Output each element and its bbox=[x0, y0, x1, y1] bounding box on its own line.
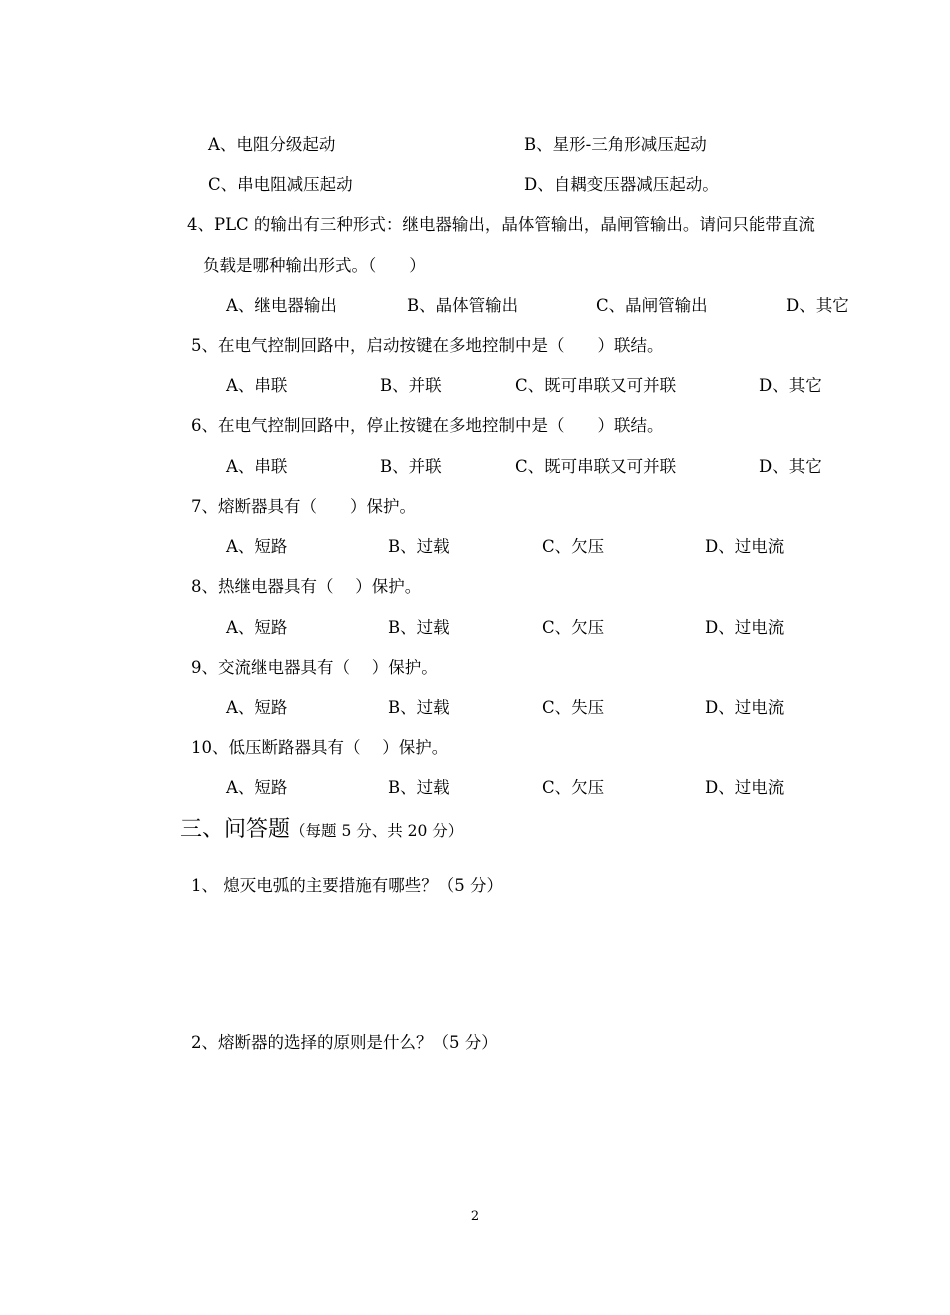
q3-option-c: C、串电阻减压起动 bbox=[208, 175, 353, 194]
page-number: 2 bbox=[470, 1209, 480, 1224]
q4-option-d: D、其它 bbox=[786, 296, 849, 315]
q4-text-line2: 负载是哪种输出形式。（ ） bbox=[203, 256, 426, 275]
q10-text: 10、低压断路器具有（ ）保护。 bbox=[191, 738, 449, 757]
q9-option-a: A、短路 bbox=[226, 698, 288, 717]
q6-option-d: D、其它 bbox=[759, 457, 822, 476]
q10-option-a: A、短路 bbox=[226, 778, 288, 797]
q7-option-b: B、过载 bbox=[388, 537, 450, 556]
q5-option-a: A、串联 bbox=[226, 376, 288, 395]
q6-text: 6、在电气控制回路中，停止按键在多地控制中是（ ）联结。 bbox=[191, 416, 664, 435]
q6-option-a: A、串联 bbox=[226, 457, 288, 476]
q8-option-c: C、欠压 bbox=[542, 618, 605, 637]
q9-option-d: D、过电流 bbox=[705, 698, 785, 717]
q7-option-c: C、欠压 bbox=[542, 537, 605, 556]
q4-option-c: C、晶闸管输出 bbox=[596, 296, 708, 315]
q6-option-c: C、既可串联又可并联 bbox=[515, 457, 677, 476]
q10-option-b: B、过载 bbox=[388, 778, 450, 797]
q8-option-a: A、短路 bbox=[226, 618, 288, 637]
q8-option-b: B、过载 bbox=[388, 618, 450, 637]
q5-option-c: C、既可串联又可并联 bbox=[515, 376, 677, 395]
section-title: 三、问答题 bbox=[180, 817, 291, 842]
q4-text-line1: 4、PLC 的输出有三种形式：继电器输出，晶体管输出，晶闸管输出。请问只能带直流 bbox=[187, 215, 815, 234]
essay-question-2: 2、熔断器的选择的原则是什么？（5 分） bbox=[191, 1033, 498, 1052]
q4-option-a: A、继电器输出 bbox=[226, 296, 337, 315]
q5-option-b: B、并联 bbox=[380, 376, 442, 395]
q9-text: 9、交流继电器具有（ ）保护。 bbox=[191, 658, 438, 677]
q6-option-b: B、并联 bbox=[380, 457, 442, 476]
q8-option-d: D、过电流 bbox=[705, 618, 785, 637]
q3-option-a: A、电阻分级起动 bbox=[208, 135, 336, 154]
q9-option-c: C、失压 bbox=[542, 698, 605, 717]
section-score-note: （每题 5 分、共 20 分） bbox=[290, 822, 464, 840]
q9-option-b: B、过载 bbox=[388, 698, 450, 717]
q3-option-b: B、星形-三角形减压起动 bbox=[524, 135, 707, 154]
q3-option-d: D、自耦变压器减压起动。 bbox=[524, 175, 719, 194]
section-heading bbox=[180, 816, 463, 844]
q10-option-c: C、欠压 bbox=[542, 778, 605, 797]
q7-text: 7、熔断器具有（ ）保护。 bbox=[191, 497, 416, 516]
q8-text: 8、热继电器具有（ ）保护。 bbox=[191, 577, 422, 596]
q4-option-b: B、晶体管输出 bbox=[407, 296, 519, 315]
q5-text: 5、在电气控制回路中，启动按键在多地控制中是（ ）联结。 bbox=[191, 336, 664, 355]
q5-option-d: D、其它 bbox=[759, 376, 822, 395]
essay-question-1: 1、 熄灭电弧的主要措施有哪些？（5 分） bbox=[191, 876, 503, 895]
q7-option-d: D、过电流 bbox=[705, 537, 785, 556]
q7-option-a: A、短路 bbox=[226, 537, 288, 556]
q10-option-d: D、过电流 bbox=[705, 778, 785, 797]
